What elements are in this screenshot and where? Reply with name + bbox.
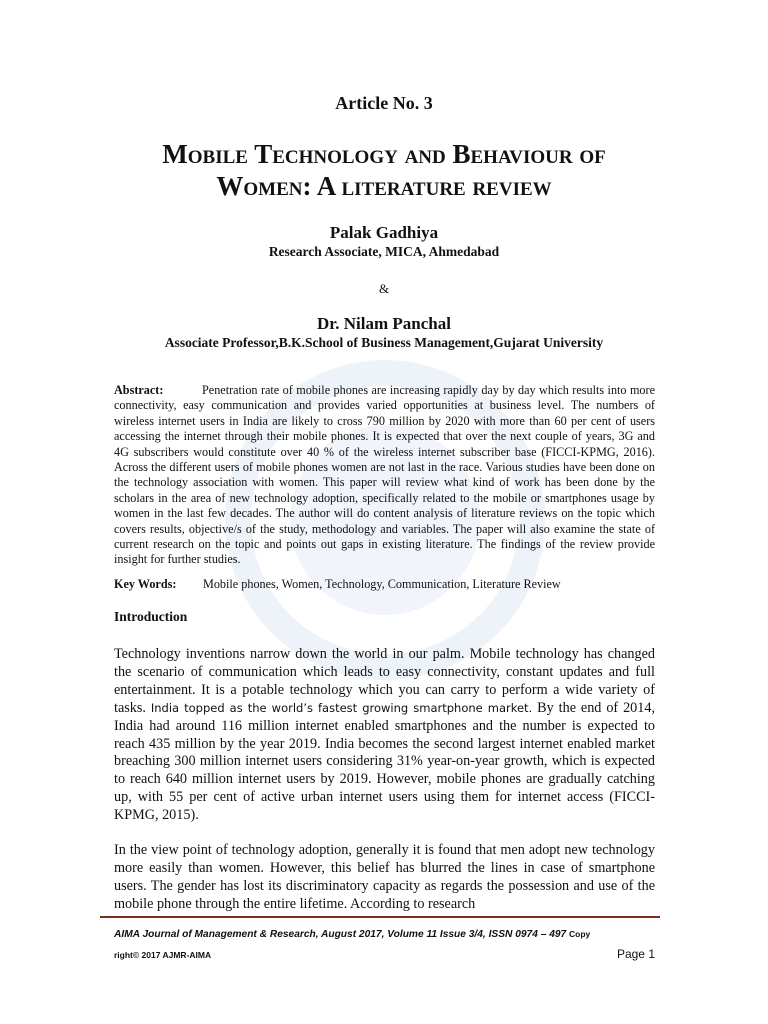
footer-divider (100, 916, 660, 918)
paper-title-line-1: Mobile Technology and Behaviour of (162, 139, 606, 169)
introduction-p1-part-a: Technology inventions narrow down the world in our palm. Mobile technology has changed the scenario of communication which leads to easy connectivity, constant updates and full entertainment. It is a potable technology which you can carry to perform a wide variety of tasks. (114, 646, 655, 716)
article-number: Article No. 3 (335, 93, 433, 113)
abstract-label: Abstract: (114, 383, 164, 397)
keywords-label-colon: : (172, 577, 177, 591)
footer-line-1 (114, 924, 655, 945)
introduction-heading: Introduction (114, 609, 188, 624)
keywords (114, 577, 674, 592)
author-2-affiliation: Associate Professor,B.K.School of Business Management,Gujarat University (164, 335, 604, 350)
keywords-label-text: Key Words (114, 577, 173, 591)
author-separator: & (378, 281, 390, 296)
introduction-p1-highlight: India topped as the world’s fastest growing smartphone market. (150, 700, 533, 715)
keywords-text: Mobile phones, Women, Technology, Communication, Literature Review (203, 577, 561, 591)
page-number: Page 1 (616, 947, 655, 961)
paper-title-line-2: Women: A literature review (216, 171, 552, 201)
introduction-paragraph-2: In the view point of technology adoption, generally it is found that men adopt new technology more easily than women. However, this belief has blurred the lines in case of smartphone users. The gender has lost its discriminatory capacity as regards the possession and use of the mobile phone through the entire lifetime. According to research (114, 842, 655, 912)
introduction-p1-part-c: By the end of 2014, India had around 116 million internet enabled smartphones and the number is expected to reach 435 million by the year 2019. India becomes the second largest internet enabled market breaching 300 million internet users considering 31% year-on-year growth, which is expected to reach 640 million internet users by 2019. However, mobile phones are gradually catching up, with 55 per cent of active urban internet users using them for internet access (FICCI-KPMG, 2015). (114, 699, 656, 824)
author-2-name: Dr. Nilam Panchal (317, 314, 451, 333)
author-1-affiliation: Research Associate, MICA, Ahmedabad (268, 244, 500, 259)
author-1-name: Palak Gadhiya (329, 223, 439, 242)
footer-copy-a: Copy (569, 929, 591, 939)
introduction-paragraph-1 (114, 646, 655, 825)
abstract (114, 383, 655, 568)
keywords-label (114, 577, 203, 592)
paper-title (60, 138, 708, 202)
abstract-text: Penetration rate of mobile phones are increasing rapidly day by day which results into more connectivity, easy communication and provides varied opportunities at business level. The numbers of wireless internet users in India are likely to cross 790 million by 2020 with more than 60 per cent of users accessing the internet through their mobile phones. It is expected that over the next couple of years, 3G and 4G subscribers would constitute over 40 % of the wireless internet subscriber base (FICCI-KPMG, 2016). Across the different users of mobile phones women are not last in the race. Various studies have been done on the technology association with women. This paper will review what kind of work has been done by the scholars in the area of new technology adoption, specifically related to the mobile or smartphones usage by women in the last few decades. The author will do content analysis of literature reviews on the topic which covers results, objective/s of the study, methodology and variables. The paper will also examine the state of current research on the topic and points out gaps in existing literature. The findings of the review provide insight for further studies. (114, 383, 655, 567)
footer-journal: AIMA Journal of Management & Research, August 2017, Volume 11 Issue 3/4, ISSN 0974 – 497 (114, 929, 567, 940)
footer-copyright: right© 2017 AJMR-AIMA (114, 950, 212, 960)
page-footer (114, 924, 655, 965)
